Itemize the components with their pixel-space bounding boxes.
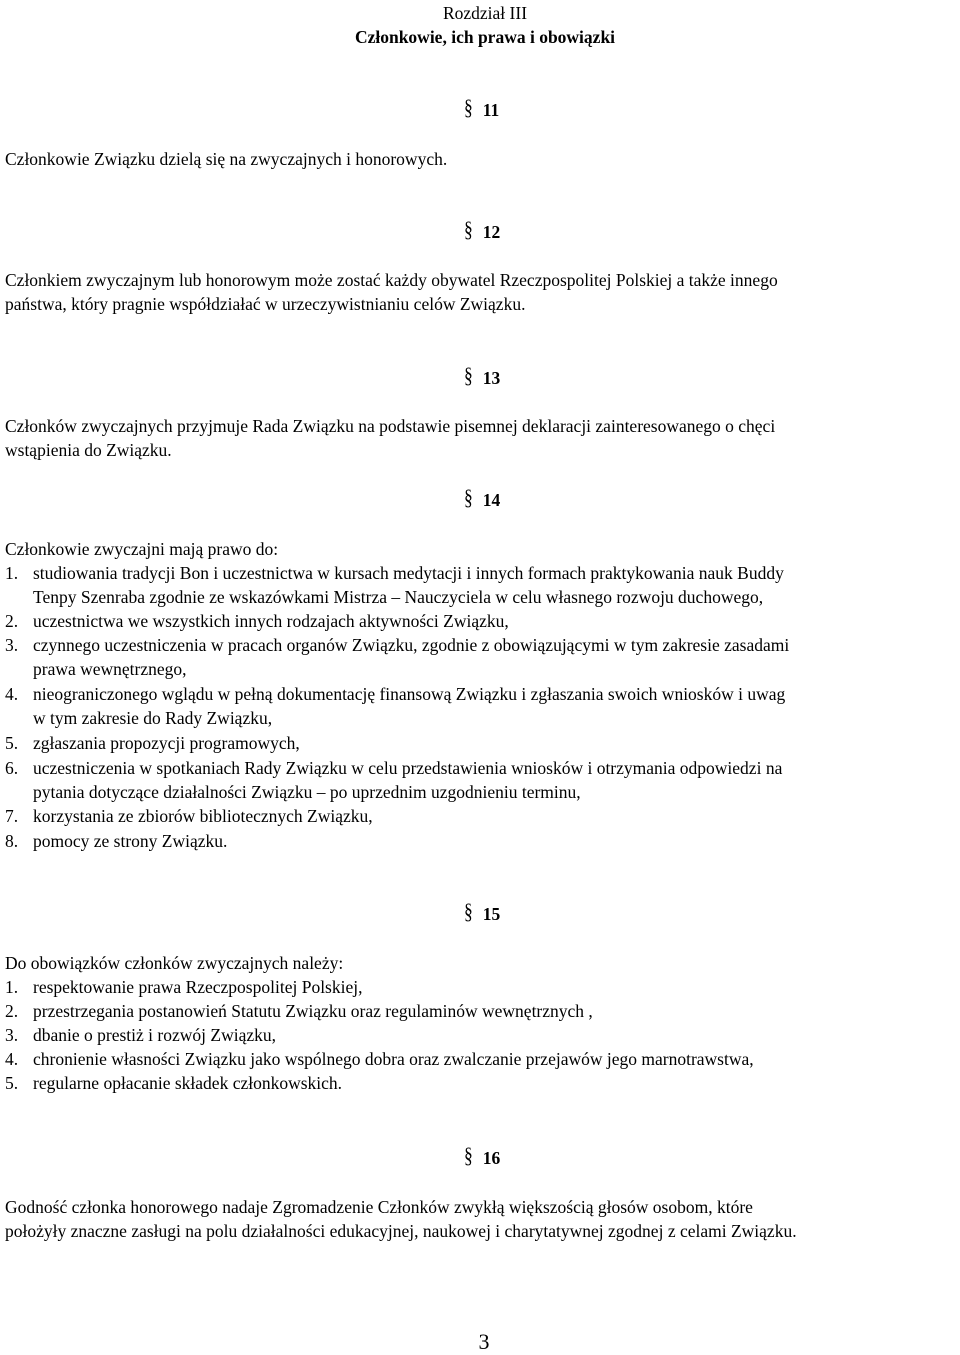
list-item-line: dbanie o prestiż i rozwój Związku, [33,1025,276,1045]
section-14-heading [464,484,501,512]
section-11-heading [464,94,500,122]
list-item-line: pomocy ze strony Związku. [33,831,228,851]
list-item-line: Tenpy Szenraba zgodnie ze wskazówkami Mistrza – Nauczyciela w celu własnego rozwoju duchowego, [33,587,764,607]
section-sign: § [464,1142,473,1168]
list-item-number: 4. [5,684,19,704]
chapter-label: Rozdział III [442,3,528,23]
list-item-number: 1. [5,977,19,997]
list-item-line: zgłaszania propozycji programowych, [33,733,300,753]
section-14-intro: Członkowie zwyczajni mają prawo do: [5,539,279,559]
list-item-line: czynnego uczestniczenia w pracach organów Związku, zgodnie z obowiązującymi w tym zakresie zasadami [33,635,790,655]
list-item-number: 6. [5,758,19,778]
list-item-number: 4. [5,1049,19,1069]
list-item-number: 5. [5,1073,19,1093]
chapter-title: Członkowie, ich prawa i obowiązki [354,27,616,47]
section-13-heading [464,362,501,390]
section-sign: § [464,216,473,242]
section-15-intro: Do obowiązków członków zwyczajnych należy: [5,953,344,973]
section-number: 11 [482,100,500,120]
section-number: 16 [482,1148,501,1168]
section-sign: § [464,94,473,120]
section-number: 14 [482,490,501,510]
section-number: 13 [482,368,501,388]
list-item-number: 2. [5,611,19,631]
section-15-heading [464,898,501,926]
list-item-line: nieograniczonego wglądu w pełną dokumentację finansową Związku i zgłaszania swoich wniosków i uwag [33,684,786,704]
list-item-line: regularne opłacanie składek członkowskich. [33,1073,343,1093]
section-16-text-line: Godność członka honorowego nadaje Zgromadzenie Członków zwykłą większością głosów osobom, które [5,1197,753,1217]
list-item-number: 8. [5,831,19,851]
section-13-text-line: Członków zwyczajnych przyjmuje Rada Związku na podstawie pisemnej deklaracji zainteresowanego o chęci [5,416,776,436]
page-number: 3 [478,1329,490,1354]
list-item-number: 1. [5,563,19,583]
section-sign: § [464,898,473,924]
section-sign: § [464,362,473,388]
list-item-number: 5. [5,733,19,753]
section-number: 12 [482,222,501,242]
list-item-number: 3. [5,635,19,655]
section-sign: § [464,484,473,510]
list-item-line: przestrzegania postanowień Statutu Związku oraz regulaminów wewnętrznych , [33,1001,593,1021]
section-11-text: Członkowie Związku dzielą się na zwyczajnych i honorowych. [5,149,448,169]
section-number: 15 [482,904,501,924]
section-12-text-line: Członkiem zwyczajnym lub honorowym może zostać każdy obywatel Rzeczpospolitej Polskiej a także innego [5,270,778,290]
section-12-text-line: państwa, który pragnie współdziałać w urzeczywistnianiu celów Związku. [5,294,526,314]
list-item-number: 2. [5,1001,19,1021]
list-item-number: 3. [5,1025,19,1045]
section-16-heading [464,1142,501,1170]
list-item-line: studiowania tradycji Bon i uczestnictwa w kursach medytacji i innych formach praktykowania nauk Buddy [33,563,784,583]
list-item-line: korzystania ze zbiorów bibliotecznych Związku, [33,806,373,826]
list-item-line: chronienie własności Związku jako wspólnego dobra oraz zwalczanie przejawów jego marnotrawstwa, [33,1049,754,1069]
section-16-text-line: położyły znaczne zasługi na polu działalności edukacyjnej, naukowej i charytatywnej zgodnej z celami Związku. [5,1221,797,1241]
list-item-line: w tym zakresie do Rady Związku, [33,708,273,728]
section-12-heading [464,216,501,244]
list-item-number: 7. [5,806,19,826]
list-item-line: uczestniczenia w spotkaniach Rady Związku w celu przedstawienia wniosków i otrzymania odpowiedzi na [33,758,783,778]
list-item-line: respektowanie prawa Rzeczpospolitej Polskiej, [33,977,363,997]
list-item-line: uczestnictwa we wszystkich innych rodzajach aktywności Związku, [33,611,509,631]
section-13-text-line: wstąpienia do Związku. [5,440,172,460]
list-item-line: pytania dotyczące działalności Związku – po uprzednim uzgodnieniu terminu, [33,782,581,802]
list-item-line: prawa wewnętrznego, [33,659,187,679]
